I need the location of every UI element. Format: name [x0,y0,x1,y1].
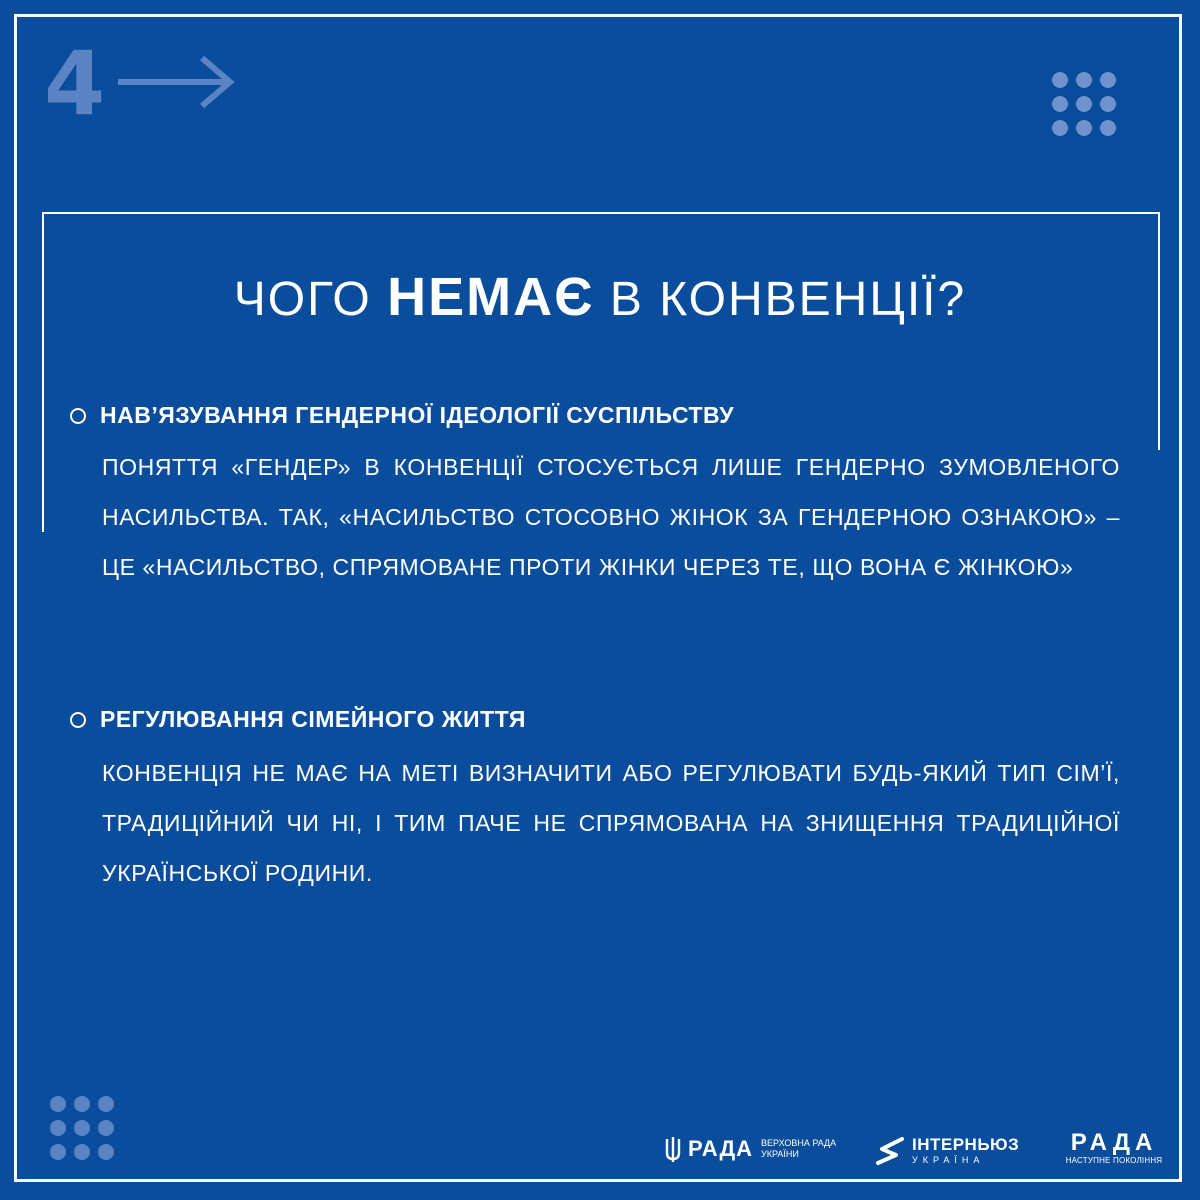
dot-grid-icon [1052,72,1116,136]
trident-icon [664,1135,682,1163]
circle-bullet-icon [70,408,86,424]
section-heading [70,706,526,733]
rada-logo-subtitle: ВЕРХОВНА РАДА УКРАЇНИ [761,1138,837,1159]
internews-logo [872,1134,1019,1168]
section-body: ПОНЯТТЯ «ГЕНДЕР» В КОНВЕНЦІЇ СТОСУЄТЬСЯ ЛИШЕ ГЕНДЕРНО ЗУМОВЛЕНОГО НАСИЛЬСТВА. ТАК, «НАСИЛЬСТВО СТОСОВНО ЖІНОК ЗА ГЕНДЕРНОЮ ОЗНАКОЮ» – ЦЕ «НАСИЛЬСТВО, СПРЯМОВАНЕ ПРОТИ ЖІНКИ ЧЕРЕЗ ТЕ, ЩО ВОНА Є ЖІНКОЮ» [102,454,1120,580]
slide-number: 4 [44,32,106,135]
internews-swoosh-icon [872,1135,908,1167]
rada-next-logo-subtitle: НАСТУПНЕ ПОКОЛІННЯ [1065,1156,1163,1165]
arrow-right-icon [116,54,236,110]
internews-logo-subtitle: УКРАЇНА [912,1155,985,1165]
outer-frame [14,14,1182,1182]
section-heading [70,402,734,429]
section-body: КОНВЕНЦІЯ НЕ МАЄ НА МЕТІ ВИЗНАЧИТИ АБО РЕГУЛЮВАТИ БУДЬ-ЯКИЙ ТИП СІМ’Ї, ТРАДИЦІЙНИЙ ЧИ НІ, І ТИМ ПАЧЕ НЕ СПРЯМОВАНА НА ЗНИЩЕННЯ ТРАДИЦІЙНОЇ УКРАЇНСЬКОЇ РОДИНИ. [102,760,1120,886]
section-heading-text: РЕГУЛЮВАННЯ СІМЕЙНОГО ЖИТТЯ [100,706,526,732]
rada-next-logo [1064,1130,1164,1166]
content-frame-left [42,212,44,532]
dot-grid-icon [50,1096,114,1160]
title-part1: ЧОГО [233,273,388,326]
title-part2: В КОНВЕНЦІЇ? [594,273,967,326]
circle-bullet-icon [70,712,86,728]
rada-logo [664,1132,841,1166]
page-title [0,262,1200,335]
title-emphasis: НЕМАЄ [387,267,595,327]
section-heading-text: НАВ’ЯЗУВАННЯ ГЕНДЕРНОЇ ІДЕОЛОГІЇ СУСПІЛЬСТВУ [100,402,735,428]
internews-logo-word: ІНТЕРНЬЮЗ [912,1135,1020,1154]
rada-logo-word: РАДА [688,1136,754,1161]
rada-next-logo-word: РАДА [1070,1129,1158,1156]
